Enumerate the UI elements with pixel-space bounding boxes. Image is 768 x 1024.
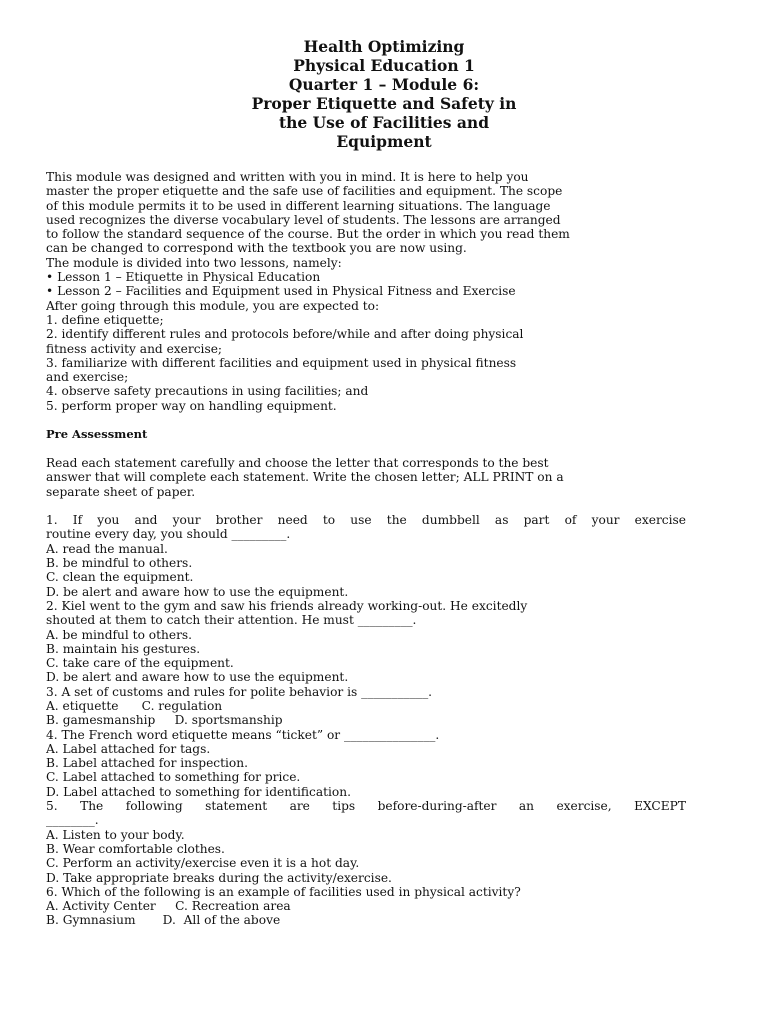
question-line: ________.	[46, 813, 99, 828]
objective-item: 1. define etiquette;	[46, 312, 164, 327]
answer-option: A. read the manual.	[46, 541, 168, 556]
module-body	[46, 170, 686, 928]
objective-item: and exercise;	[46, 370, 129, 385]
question-line: 3. A set of customs and rules for polite behavior is ___________.	[46, 684, 433, 699]
objective-item: 4. observe safety precautions in using facilities; and	[46, 384, 369, 399]
answer-option: B. Label attached for inspection.	[46, 756, 248, 771]
question-line: shouted at them to catch their attention. He must _________.	[46, 613, 417, 628]
module-title	[0, 37, 768, 151]
intro-line: master the proper etiquette and the safe use of facilities and equipment. The scope	[46, 184, 563, 199]
intro-section	[46, 170, 686, 413]
answer-option: A. Listen to your body.	[46, 827, 185, 842]
instruction-line: answer that will complete each statement. Write the chosen letter; ALL PRINT on a	[46, 470, 564, 485]
title-line: Quarter 1 – Module 6:	[288, 75, 480, 94]
answer-option: C. take care of the equipment.	[46, 656, 234, 671]
answer-option: C. Label attached to something for price.	[46, 770, 301, 785]
title-line: Physical Education 1	[293, 56, 475, 75]
answer-option: A. be mindful to others.	[46, 627, 193, 642]
instruction-line: Read each statement carefully and choose the letter that corresponds to the best	[46, 455, 549, 470]
answer-option: C. clean the equipment.	[46, 570, 194, 585]
objective-item: 5. perform proper way on handling equipment.	[46, 398, 337, 413]
answer-option: C. Perform an activity/exercise even it is a hot day.	[46, 856, 360, 871]
intro-line: to follow the standard sequence of the course. But the order in which you read them	[46, 227, 570, 242]
answer-option: B. maintain his gestures.	[46, 641, 201, 656]
answer-option: D. be alert and aware how to use the equipment.	[46, 670, 349, 685]
question-line: 4. The French word etiquette means “ticket” or _______________.	[46, 727, 440, 742]
answer-option: A. Label attached for tags.	[46, 741, 211, 756]
instructions	[46, 456, 686, 499]
answer-option: B. be mindful to others.	[46, 556, 193, 571]
question-line: 2. Kiel went to the gym and saw his friends already working-out. He excitedly	[46, 598, 528, 613]
objective-item: fitness activity and exercise;	[46, 341, 223, 356]
objective-item: 2. identify different rules and protocols before/while and after doing physical	[46, 327, 524, 342]
title-line: Equipment	[336, 132, 432, 151]
answer-option: B. Wear comfortable clothes.	[46, 841, 225, 856]
answer-option: B. gamesmanship D. sportsmanship	[46, 713, 283, 728]
intro-line: can be changed to correspond with the textbook you are now using.	[46, 241, 467, 256]
answer-option: A. etiquette C. regulation	[46, 698, 223, 713]
lesson-item: • Lesson 2 – Facilities and Equipment used in Physical Fitness and Exercise	[46, 284, 516, 299]
question-line: 6. Which of the following is an example of facilities used in physical activity?	[46, 884, 521, 899]
intro-line: The module is divided into two lessons, namely:	[46, 255, 342, 270]
answer-option: D. Label attached to something for identification.	[46, 784, 351, 799]
answer-option: A. Activity Center C. Recreation area	[46, 899, 291, 914]
intro-line: of this module permits it to be used in different learning situations. The language	[46, 198, 551, 213]
question-line: 5. The following statement are tips before-during-after an exercise, EXCEPT	[46, 799, 686, 814]
intro-line: After going through this module, you are expected to:	[46, 298, 380, 313]
question-list	[46, 513, 686, 928]
lesson-item: • Lesson 1 – Etiquette in Physical Education	[46, 270, 321, 285]
title-line: the Use of Facilities and	[278, 113, 490, 132]
intro-line: This module was designed and written with you in mind. It is here to help you	[46, 170, 529, 184]
answer-option: D. Take appropriate breaks during the activity/exercise.	[46, 870, 392, 885]
objective-item: 3. familiarize with different facilities and equipment used in physical fitness	[46, 355, 517, 370]
question-line: routine every day, you should _________.	[46, 527, 291, 542]
answer-option: D. be alert and aware how to use the equipment.	[46, 584, 349, 599]
question-line: 1. If you and your brother need to use the dumbbell as part of your exercise	[46, 513, 686, 528]
title-line: Proper Etiquette and Safety in	[251, 94, 517, 113]
instruction-line: separate sheet of paper.	[46, 484, 196, 499]
pre-assessment-heading: Pre Assessment	[46, 427, 148, 442]
answer-option: B. Gymnasium D. All of the above	[46, 913, 281, 928]
intro-line: used recognizes the diverse vocabulary level of students. The lessons are arranged	[46, 212, 561, 227]
title-line: Health Optimizing	[303, 37, 465, 56]
